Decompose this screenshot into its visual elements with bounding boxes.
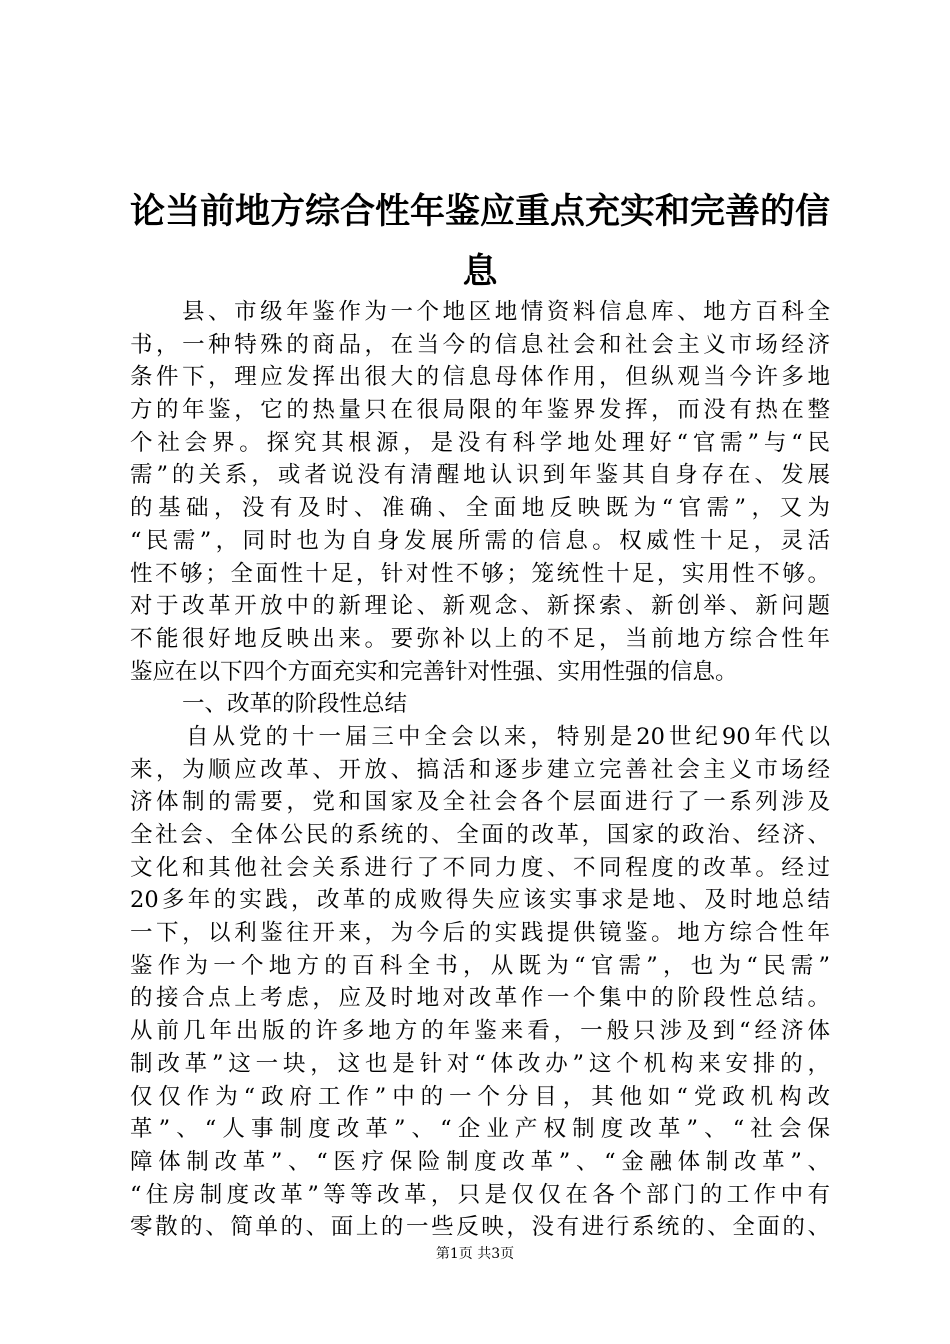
body-line: 的基础，没有及时、准确、全面地反映既为“官需”，又为 <box>130 495 830 522</box>
title-line-1: 论当前地方综合性年鉴应重点充实和完善的信 <box>129 192 830 232</box>
body-line: 来，为顺应改革、开放、搞活和逐步建立完善社会主义市场经 <box>130 756 830 783</box>
body-line: 县、市级年鉴作为一个地区地情资料信息库、地方百科全 <box>182 299 830 325</box>
body-line: 从前几年出版的许多地方的年鉴来看，一般只涉及到“经济体 <box>130 1018 830 1045</box>
body-line: “民需”，同时也为自身发展所需的信息。权威性十足，灵活 <box>130 527 830 554</box>
body-line: 自从党的十一届三中全会以来，特别是20世纪90年代以 <box>186 723 830 750</box>
body-line: 济体制的需要，党和国家及全社会各个层面进行了一系列涉及 <box>130 789 830 816</box>
page-footer: 第1页 共3页 <box>435 1246 515 1262</box>
body-line: 制改革”这一块，这也是针对“体改办”这个机构来安排的， <box>130 1050 830 1077</box>
body-line: 的接合点上考虑，应及时地对改革作一个集中的阶段性总结。 <box>130 985 830 1012</box>
body-line: 仅仅作为“政府工作”中的一个分目，其他如“党政机构改 <box>130 1083 830 1110</box>
body-line: 对于改革开放中的新理论、新观念、新探索、新创举、新问题 <box>130 593 830 620</box>
body-line: 个社会界。探究其根源，是没有科学地处理好“官需”与“民 <box>130 429 830 456</box>
body-line: 一下，以利鉴往开来，为今后的实践提供镜鉴。地方综合性年 <box>130 920 830 947</box>
section-heading: 一、改革的阶段性总结 <box>182 691 408 718</box>
body-line: 全社会、全体公民的系统的、全面的改革，国家的政治、经济、 <box>130 822 830 848</box>
body-line: 革”、“人事制度改革”、“企业产权制度改革”、“社会保 <box>130 1116 830 1143</box>
body-line: 条件下，理应发挥出很大的信息母体作用，但纵观当今许多地 <box>130 364 830 391</box>
body-line: 需”的关系，或者说没有清醒地认识到年鉴其自身存在、发展 <box>130 462 830 489</box>
title-line-2: 息 <box>462 252 498 292</box>
document-body <box>130 296 830 1244</box>
body-line: 鉴作为一个地方的百科全书，从既为“官需”，也为“民需” <box>130 952 830 979</box>
body-line: 障体制改革”、“医疗保险制度改革”、“金融体制改革”、 <box>130 1148 830 1175</box>
body-line: “住房制度改革”等等改革，只是仅仅在各个部门的工作中有 <box>130 1181 830 1208</box>
body-line: 文化和其他社会关系进行了不同力度、不同程度的改革。经过 <box>130 854 830 881</box>
body-line: 20多年的实践，改革的成败得失应该实事求是地、及时地总结 <box>130 887 830 914</box>
body-line: 性不够；全面性十足，针对性不够；笼统性十足，实用性不够。 <box>130 560 830 587</box>
body-line: 鉴应在以下四个方面充实和完善针对性强、实用性强的信息。 <box>130 658 738 685</box>
body-line: 书，一种特殊的商品，在当今的信息社会和社会主义市场经济 <box>130 331 830 358</box>
body-line: 零散的、简单的、面上的一些反映，没有进行系统的、全面的、 <box>130 1214 830 1241</box>
document-title <box>125 182 835 302</box>
body-line: 方的年鉴，它的热量只在很局限的年鉴界发挥，而没有热在整 <box>130 397 830 424</box>
body-line: 不能很好地反映出来。要弥补以上的不足，当前地方综合性年 <box>130 625 830 652</box>
